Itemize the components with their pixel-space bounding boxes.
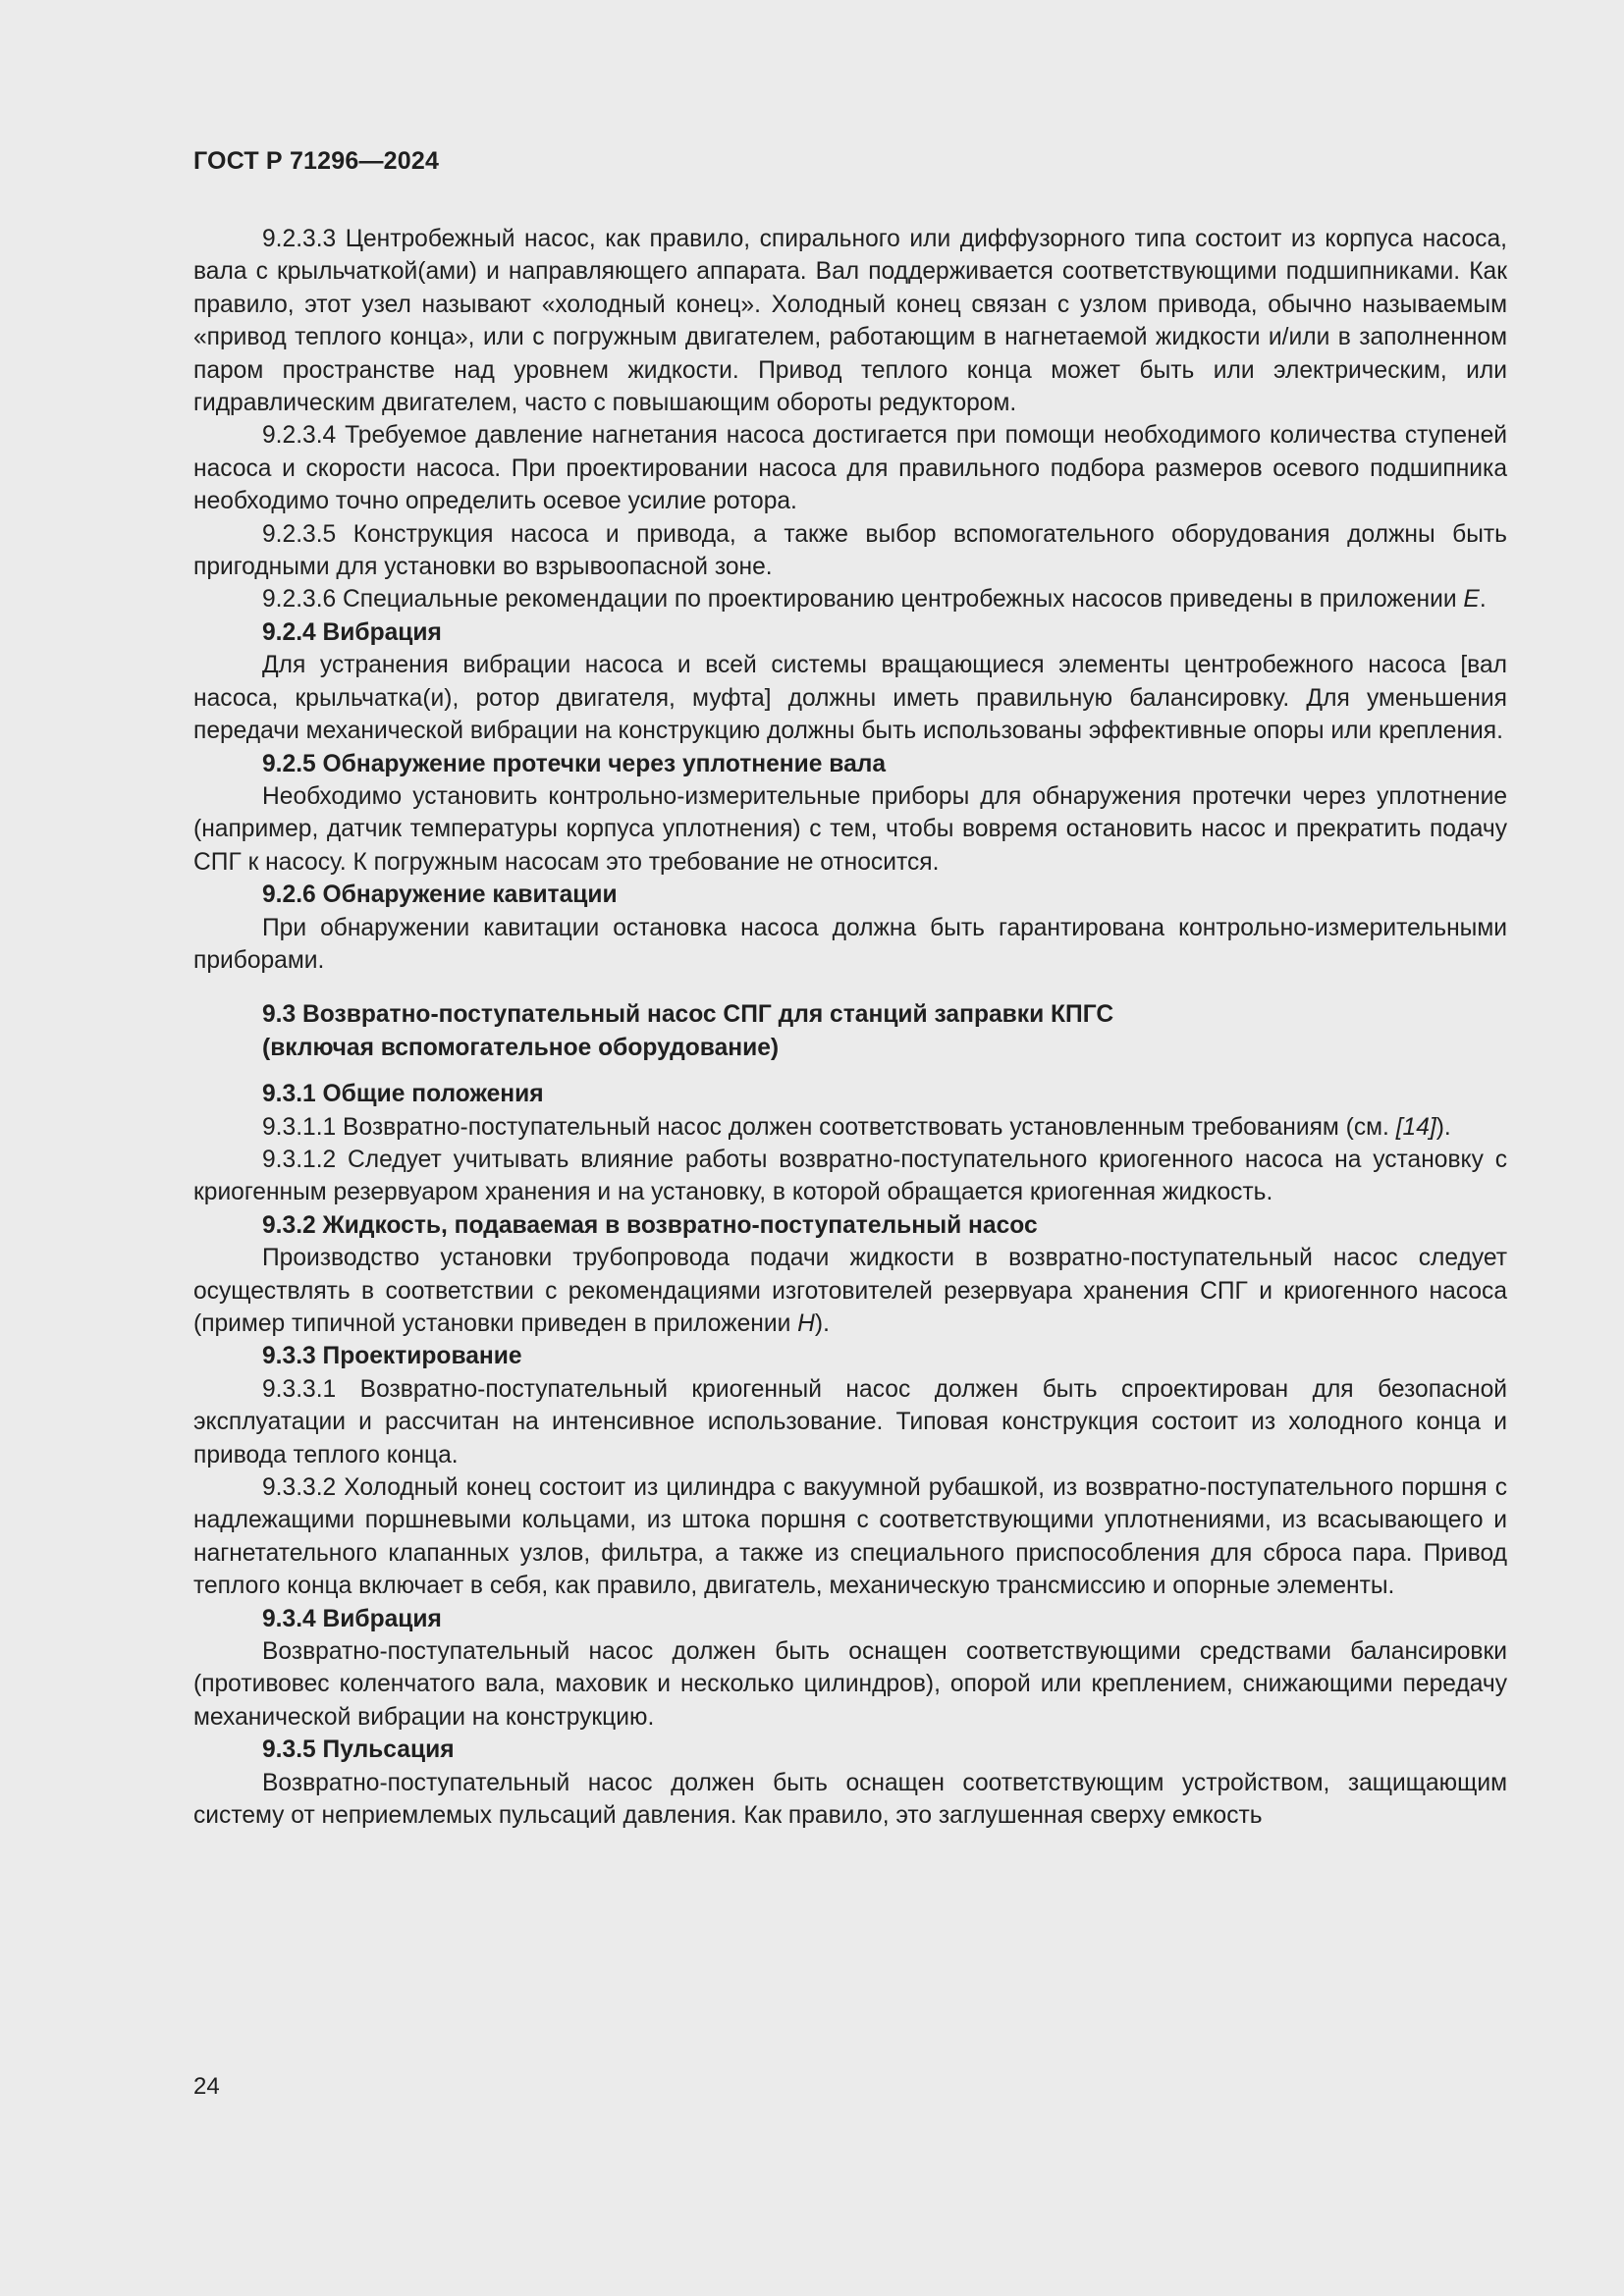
heading-9-3-5: 9.3.5 Пульсация (262, 1736, 455, 1764)
paragraph-9-2-4: Для устранения вибрации насоса и всей системы вращающиеся элементы центробежного насоса [вал насоса, крыльчатка(и), ротор двигателя, муфта] должны иметь правильную балансировку. Для уменьшения передачи механической вибрации на конструкцию должны быть использованы эффективные опоры или крепления. (193, 652, 1507, 745)
paragraph-text: 9.2.3.6 Специальные рекомендации по проектированию центробежных насосов приведены в приложении (262, 586, 1464, 614)
paragraph-9-2-3-6: 9.2.3.6 Специальные рекомендации по проектированию центробежных насосов приведены в приложении Е. (262, 586, 1487, 614)
paragraph-9-3-1-2: 9.3.1.2 Следует учитывать влияние работы возвратно-поступательного криогенного насоса на установку с криогенным резервуаром хранения и на установку, в которой обращается криогенная жидкость. (193, 1146, 1507, 1206)
heading-9-3-2: 9.3.2 Жидкость, подаваемая в возвратно-поступательный насос (262, 1211, 1038, 1239)
heading-9-2-5: 9.2.5 Обнаружение протечки через уплотнение вала (262, 750, 887, 777)
paragraph-9-3-5: Возвратно-поступательный насос должен быть оснащен соответствующим устройством, защищающим систему от неприемлемых пульсаций давления. Как правило, это заглушенная сверху емкость (193, 1769, 1507, 1830)
paragraph-text: Производство установки трубопровода подачи жидкости в возвратно-поступательный насос следует осуществлять в соответствии с рекомендациями изготовителей резервуара хранения СПГ и криогенного насоса (пример типичной установки приведен в приложении (193, 1245, 1507, 1337)
document-body (193, 223, 1507, 1833)
document-header: ГОСТ Р 71296—2024 (193, 147, 440, 175)
appendix-reference: Е (1463, 586, 1480, 614)
paragraph-9-3-3-1: 9.3.3.1 Возвратно-поступательный криогенный насос должен быть спроектирован для безопасной эксплуатации и рассчитан на интенсивное использование. Типовая конструкция состоит из холодного конца и привода теплого конца. (193, 1375, 1507, 1468)
paragraph-9-3-2 (193, 1242, 1507, 1340)
paragraph-tail: ). (814, 1310, 830, 1337)
heading-9-3 (193, 998, 1507, 1064)
heading-9-2-4: 9.2.4 Вибрация (262, 618, 442, 646)
heading-9-3-1: 9.3.1 Общие положения (262, 1081, 544, 1108)
heading-9-3-line1: 9.3 Возвратно-поступательный насос СПГ для станций заправки КПГС (262, 1001, 1114, 1029)
paragraph-9-3-4: Возвратно-поступательный насос должен быть оснащен соответствующими средствами балансировки (противовес коленчатого вала, маховик и несколько цилиндров), опорой или креплением, снижающими передачу механической вибрации на конструкцию. (193, 1638, 1507, 1731)
heading-9-2-6: 9.2.6 Обнаружение кавитации (262, 881, 618, 909)
heading-9-3-4: 9.3.4 Вибрация (262, 1605, 442, 1632)
paragraph-text: 9.3.1.1 Возвратно-поступательный насос должен соответствовать установленным требованиям (см. (262, 1113, 1396, 1141)
paragraph-9-2-3-4: 9.2.3.4 Требуемое давление нагнетания насоса достигается при помощи необходимого количества ступеней насоса и скорости насоса. При проектировании насоса для правильного подбора размеров осевого подшипника необходимо точно определить осевое усилие ротора. (193, 422, 1507, 515)
paragraph-9-2-3-3: 9.2.3.3 Центробежный насос, как правило, спирального или диффузорного типа состоит из корпуса насоса, вала с крыльчаткой(ами) и направляющего аппарата. Вал поддерживается соответствующими подшипниками. Как правило, этот узел называют «холодный конец». Холодный конец связан с узлом привода, обычно называемым «привод теплого конца», или с погружным двигателем, работающим в нагнетаемой жидкости и/или в заполненном паром пространстве над уровнем жидкости. Привод теплого конца может быть или электрическим, или гидравлическим двигателем, часто с повышающим обороты редуктором. (193, 226, 1507, 417)
paragraph-9-2-6: При обнаружении кавитации остановка насоса должна быть гарантирована контрольно-измерительными приборами. (193, 914, 1507, 974)
heading-9-3-line2: (включая вспомогательное оборудование) (262, 1034, 780, 1061)
paragraph-9-3-3-2: 9.3.3.2 Холодный конец состоит из цилиндра с вакуумной рубашкой, из возвратно-поступательного поршня с надлежащими поршневыми кольцами, из штока поршня с соответствующими уплотнениями, из всасывающего и нагнетательного клапанных узлов, фильтра, а также из специального приспособления для сброса пара. Привод теплого конца включает в себя, как правило, двигатель, механическую трансмиссию и опорные элементы. (193, 1474, 1507, 1600)
heading-9-3-3: 9.3.3 Проектирование (262, 1343, 522, 1370)
paragraph-9-2-3-5: 9.2.3.5 Конструкция насоса и привода, а также выбор вспомогательного оборудования должны быть пригодными для установки во взрывоопасной зоне. (193, 520, 1507, 581)
bibliography-reference: [14] (1395, 1113, 1436, 1141)
paragraph-9-2-5: Необходимо установить контрольно-измерительные приборы для обнаружения протечки через уплотнение (например, датчик температуры корпуса уплотнения) с тем, чтобы вовремя остановить насос и прекратить подачу СПГ к насосу. К погружным насосам это требование не относится. (193, 782, 1507, 876)
page-number: 24 (193, 2073, 220, 2100)
appendix-reference: Н (797, 1310, 815, 1337)
paragraph-9-3-1-1 (193, 1111, 1507, 1144)
paragraph-tail: ). (1435, 1113, 1451, 1141)
